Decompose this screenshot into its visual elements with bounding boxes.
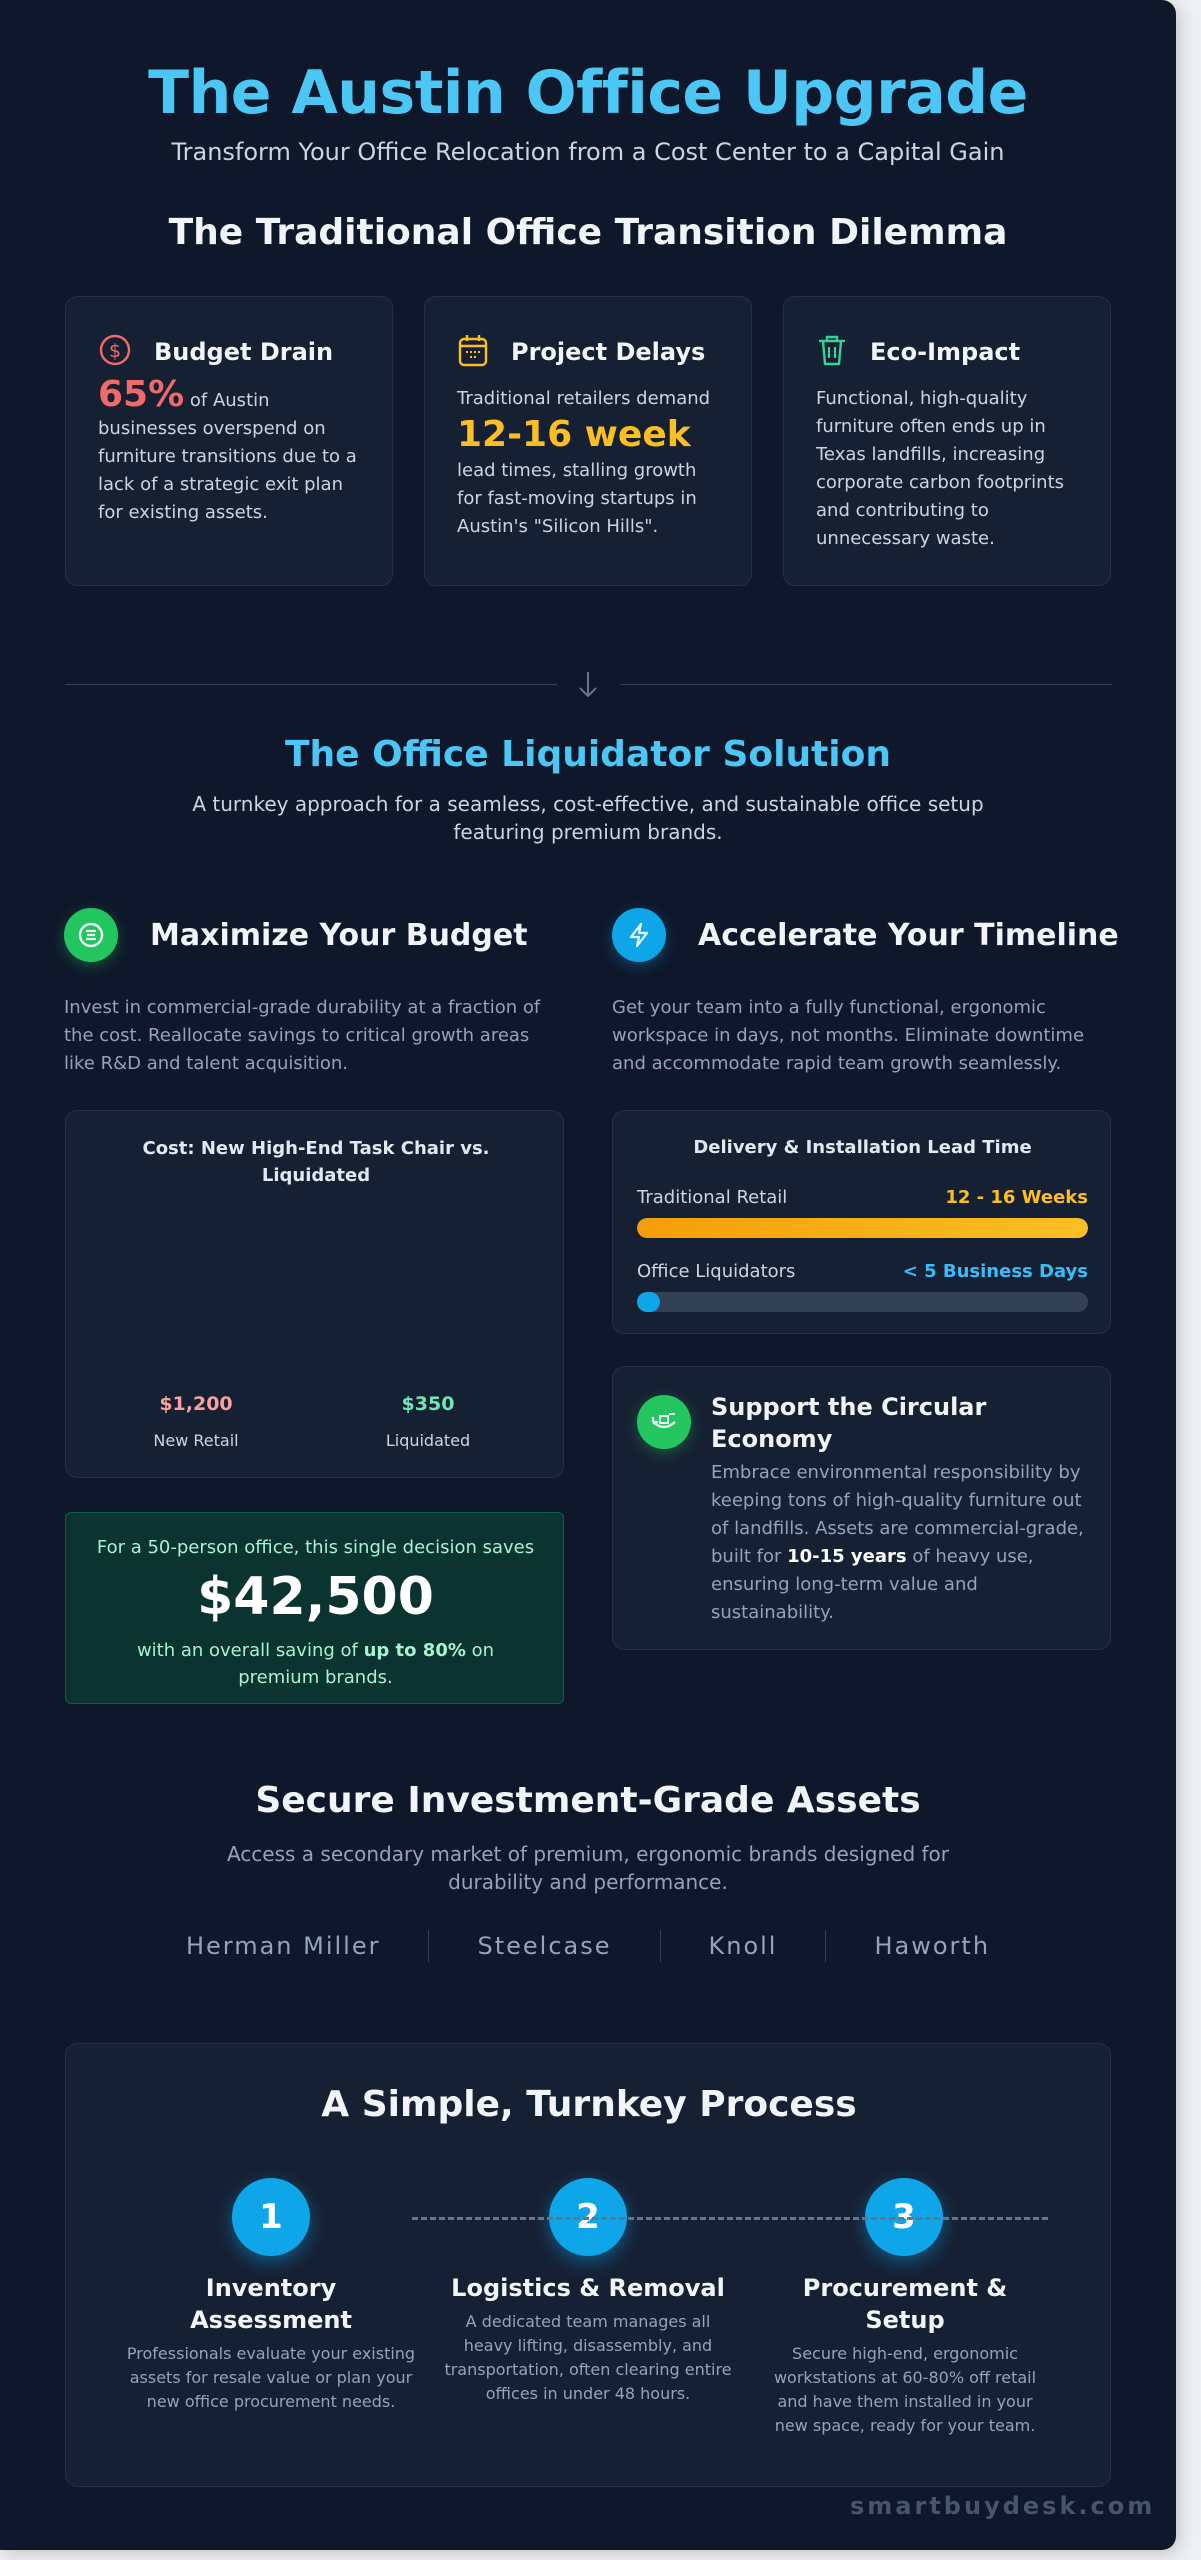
circular-highlight: 10-15 years	[787, 1546, 907, 1567]
trash-icon	[816, 333, 848, 371]
process-connector-line	[412, 2217, 1048, 2220]
lead-time-row-retail	[637, 1187, 1088, 1238]
row-value: 12 - 16 Weeks	[945, 1187, 1088, 1208]
feature-title: Maximize Your Budget	[150, 917, 528, 953]
circular-text-part: Embrace environmental responsibility by keeping tons of high-quality furniture out of landfills. Assets are commercial-grade, built for	[711, 1462, 1084, 1567]
process-step-3	[760, 2272, 1050, 2438]
footer-brand: smartbuydesk.com	[850, 2492, 1156, 2520]
arrow-down-icon	[574, 670, 602, 700]
step-text: Secure high-end, ergonomic workstations at 60-80% off retail and have them installed in your new space, ready for your team.	[773, 2344, 1037, 2435]
circular-economy-card	[612, 1366, 1111, 1650]
progress-track	[637, 1218, 1088, 1238]
bar-value: $1,200	[159, 1393, 233, 1415]
step-title: Logistics & Removal	[451, 2274, 725, 2302]
step-3-badge: 3	[865, 2178, 943, 2256]
lead-time-card	[612, 1110, 1111, 1334]
cost-chart-card	[65, 1110, 564, 1478]
savings-amount: $42,500	[197, 1567, 434, 1627]
brand-herman-miller: Herman Miller	[185, 1932, 381, 1960]
project-delays-card	[424, 296, 752, 586]
progress-fill	[637, 1218, 1088, 1238]
savings-detail	[96, 1637, 535, 1691]
assets-subtitle: Access a secondary market of premium, ergonomic brands designed for durability and performance.	[226, 1842, 950, 1894]
bar-value: $350	[401, 1393, 455, 1415]
card-body: Functional, high-quality furniture often ends up in Texas landfills, increasing corporate carbon footprints and contributing to unnecessary waste.	[816, 388, 1065, 549]
brand-steelcase: Steelcase	[477, 1932, 612, 1960]
svg-text:$: $	[108, 340, 122, 362]
step-1-badge: 1	[232, 2178, 310, 2256]
card-title: Budget Drain	[154, 338, 334, 366]
brand-list	[0, 1930, 1176, 1962]
budget-feature-header	[64, 908, 528, 962]
dollar-circle-icon	[98, 333, 132, 371]
coins-icon	[64, 908, 118, 962]
calendar-icon	[457, 333, 489, 371]
row-label: Traditional Retail	[637, 1187, 788, 1208]
progress-fill	[637, 1292, 660, 1312]
savings-intro: For a 50-person office, this single decision saves	[96, 1537, 535, 1558]
row-value: < 5 Business Days	[902, 1261, 1088, 1282]
process-step-1	[126, 2272, 416, 2414]
card-text: Traditional retailers demand	[457, 388, 711, 409]
circular-text-part: of heavy use, ensuring long-term value and sustainability.	[711, 1546, 1034, 1623]
lightning-icon	[612, 908, 666, 962]
stat-highlight: 12-16 week	[457, 414, 691, 455]
bar-label: Liquidated	[385, 1431, 471, 1450]
solution-subtitle: A turnkey approach for a seamless, cost-effective, and sustainable office setup featuring premium brands.	[192, 792, 984, 844]
card-text: lead times, stalling growth for fast-moving startups in Austin's "Silicon Hills".	[457, 460, 697, 537]
feature-text: Get your team into a fully functional, ergonomic workspace in days, not months. Eliminate downtime and accommodate rapid team growth seamlessly.	[612, 997, 1085, 1074]
stat-highlight: 65%	[98, 374, 185, 415]
lead-time-row-liquidators	[637, 1261, 1088, 1312]
card-title: Project Delays	[511, 338, 706, 366]
lead-time-title: Delivery & Installation Lead Time	[693, 1137, 1032, 1158]
circular-title: Support the Circular Economy	[711, 1393, 987, 1453]
step-text: Professionals evaluate your existing assets for resale value or plan your new office procurement needs.	[126, 2344, 416, 2411]
process-step-2	[443, 2272, 733, 2406]
timeline-feature-header	[612, 908, 1119, 962]
savings-text: on premium brands.	[238, 1640, 495, 1688]
bar-new-retail	[126, 1393, 266, 1450]
section-divider-left	[65, 684, 557, 685]
bar-label: New Retail	[153, 1431, 239, 1450]
bar-liquidated	[358, 1393, 498, 1450]
savings-callout	[65, 1512, 564, 1704]
step-title: Procurement & Setup	[802, 2274, 1008, 2334]
savings-text: with an overall saving of	[136, 1640, 364, 1661]
assets-title: Secure Investment-Grade Assets	[255, 1780, 921, 1821]
step-title: Inventory Assessment	[190, 2274, 352, 2334]
solution-title: The Office Liquidator Solution	[284, 734, 892, 775]
savings-percent: up to 80%	[363, 1640, 466, 1661]
budget-drain-card	[65, 296, 393, 586]
card-body	[98, 374, 364, 527]
section-divider-right	[620, 684, 1112, 685]
process-title: A Simple, Turnkey Process	[321, 2084, 857, 2125]
eco-impact-card	[783, 296, 1111, 586]
step-text: A dedicated team manages all heavy lifting, disassembly, and transportation, often clearing entire offices in under 48 hours.	[444, 2312, 732, 2403]
brand-haworth: Haworth	[874, 1932, 991, 1960]
dilemma-title: The Traditional Office Transition Dilemma	[168, 212, 1008, 253]
page-subtitle: Transform Your Office Relocation from a Cost Center to a Capital Gain	[171, 138, 1005, 166]
step-2-badge: 2	[549, 2178, 627, 2256]
progress-track	[637, 1292, 1088, 1312]
feature-title: Accelerate Your Timeline	[698, 917, 1119, 953]
card-body	[457, 385, 723, 541]
page-title: The Austin Office Upgrade	[148, 58, 1028, 128]
chart-title: Cost: New High-End Task Chair vs. Liquidated	[142, 1138, 490, 1186]
recycle-hand-icon	[637, 1395, 691, 1449]
row-label: Office Liquidators	[637, 1261, 796, 1282]
circular-text	[711, 1459, 1091, 1627]
card-title: Eco-Impact	[870, 338, 1021, 366]
brand-knoll: Knoll	[708, 1932, 778, 1960]
feature-text: Invest in commercial-grade durability at a fraction of the cost. Reallocate savings to critical growth areas like R&D and talent acquisition.	[64, 997, 541, 1074]
card-text: of Austin businesses overspend on furniture transitions due to a lack of a strategic exit plan for existing assets.	[98, 390, 357, 523]
